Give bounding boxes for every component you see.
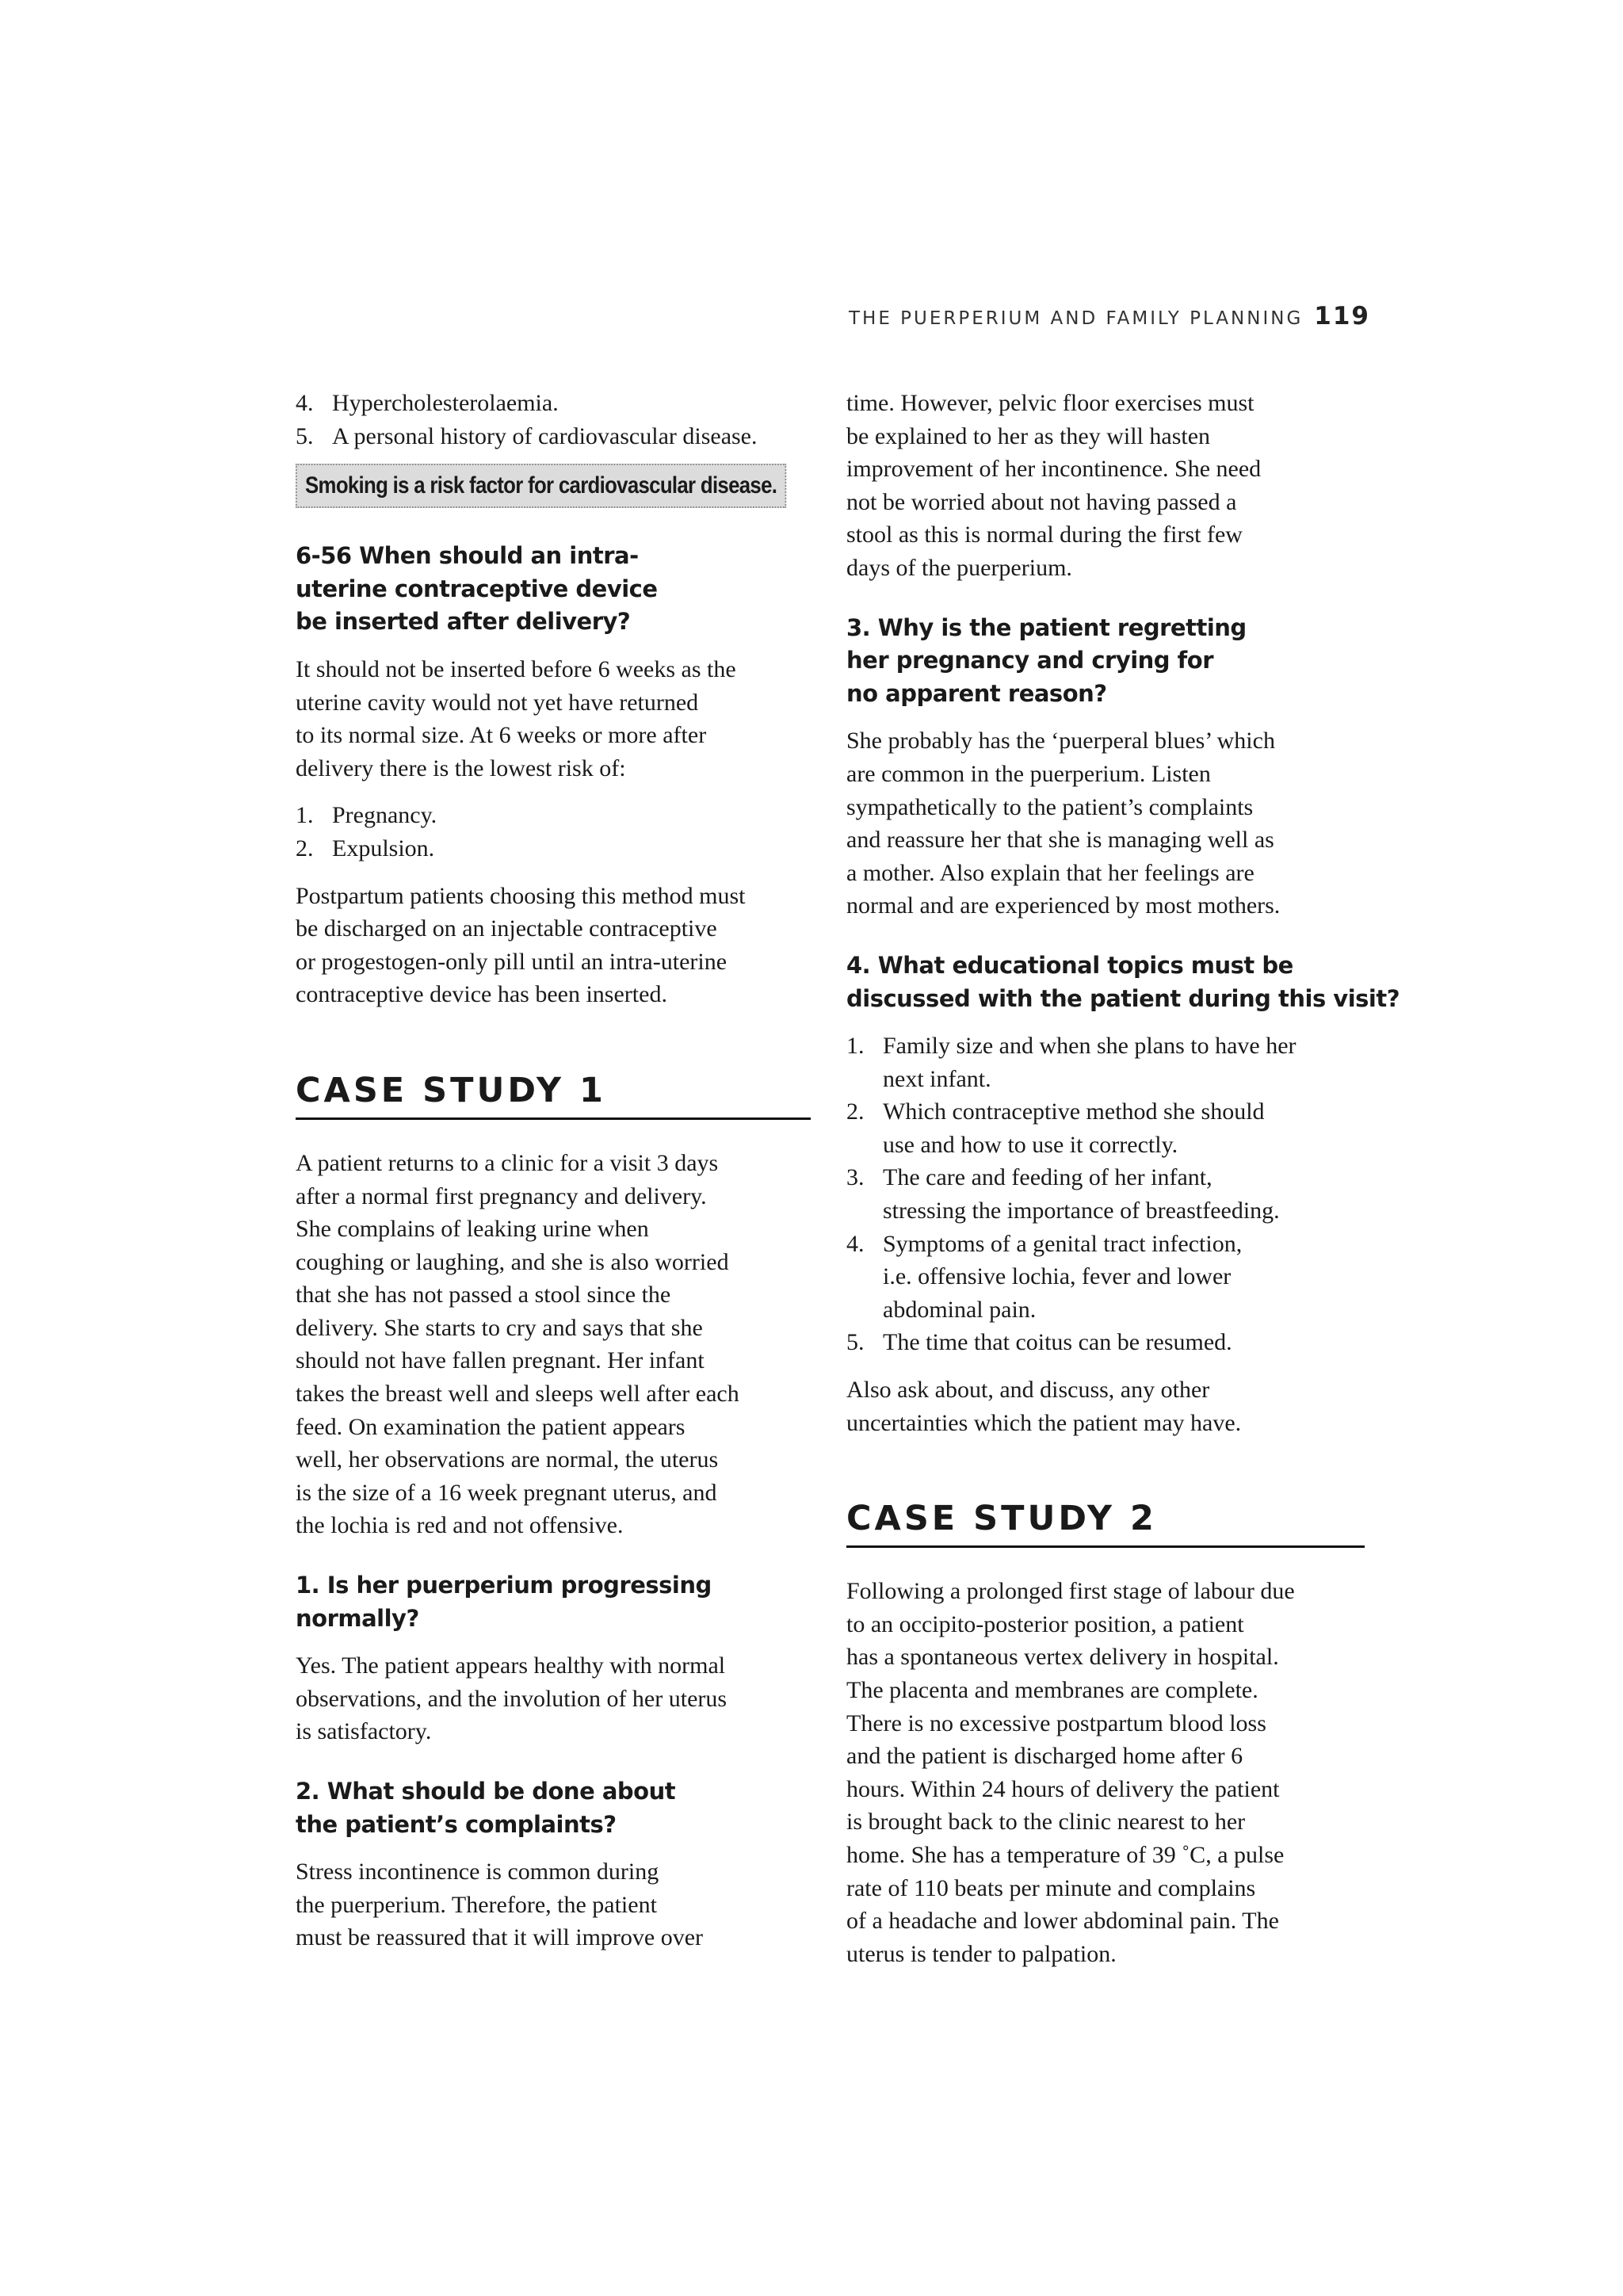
case-1-question-2-answer-continued: time. However, pelvic floor exercises must be explained to her as they will hasten improvement of her incontinence. She need not be worried about not having passed a stool as this is normal during the first few days of the puerperium. [846, 390, 1262, 581]
list-item: 4. Symptoms of a genital tract infection, i.e. offensive lochia, fever and lower abdominal pain. [846, 1230, 1243, 1323]
list-item: 1. Family size and when she plans to have her next infant. [846, 1033, 1296, 1092]
question-6-56-answer: It should not be inserted before 6 weeks as the uterine cavity would not yet have returned to its normal size. At 6 weeks or more after delivery there is the lowest risk of: [296, 655, 736, 781]
case-1-question-2-heading: 2. What should be done about the patient’s complaints? [296, 1778, 676, 1838]
list-item: 4. Hypercholesterolaemia. [296, 390, 559, 416]
case-1-question-3-answer: She probably has the ‘puerperal blues’ which are common in the puerperium. Listen sympathetically to the patient’s complaints and reassure her that she is managing well as a mother. Also explain that her feelings are normal and are experienced by most mothers. [846, 728, 1281, 919]
running-title: THE PUERPERIUM AND FAMILY PLANNING [848, 308, 1304, 329]
case-1-question-2-answer: Stress incontinence is common during the puerperium. Therefore, the patient must be reassured that it will improve over [296, 1859, 704, 1951]
right-column [846, 387, 1400, 1970]
case-study-2-title: CASE STUDY 2 [846, 1496, 1365, 1548]
list-item: 5. The time that coitus can be resumed. [846, 1329, 1232, 1356]
list-item: 1. Pregnancy. [296, 802, 437, 829]
left-column [296, 387, 811, 1954]
page-number: 119 [1314, 302, 1370, 330]
list-item: 2. Expulsion. [296, 835, 435, 861]
case-1-question-4-followup: Also ask about, and discuss, any other uncertainties which the patient may have. [846, 1377, 1242, 1436]
case-1-question-1-heading: 1. Is her puerperium progressing normally? [296, 1572, 712, 1632]
list-item: 5. A personal history of cardiovascular disease. [296, 422, 758, 449]
risk-factor-list [296, 387, 811, 453]
educational-topics-list [846, 1030, 1365, 1359]
case-1-question-1-answer: Yes. The patient appears healthy with normal observations, and the involution of her uterus is satisfactory. [296, 1652, 727, 1745]
iucd-risk-list [296, 799, 811, 865]
case-study-1-title: CASE STUDY 1 [296, 1068, 811, 1120]
case-1-question-4-heading: 4. What educational topics must be discussed with the patient during this visit? [846, 951, 1400, 1012]
postpartum-followup-paragraph: Postpartum patients choosing this method must be discharged on an injectable contraceptive or progestogen-only pill until an intra-uterine contraceptive device has been inserted. [296, 882, 746, 1008]
case-study-1-intro: A patient returns to a clinic for a visit 3 days after a normal first pregnancy and delivery. She complains of leaking urine when coughing or laughing, and she is also worried that she has not passed a stool since the delivery. She starts to cry and says that she should not have fallen pregnant. Her infant takes the breast well and sleeps well after each feed. On examination the patient appears well, her observations are normal, the uterus is the size of a 16 week pregnant uterus, and the lochia is red and not offensive. [296, 1149, 739, 1539]
running-header [849, 302, 1370, 330]
list-item: 2. Which contraceptive method she should use and how to use it correctly. [846, 1098, 1265, 1158]
list-item: 3. The care and feeding of her infant, stressing the importance of breastfeeding. [846, 1164, 1280, 1224]
question-6-56-heading: 6-56 When should an intra- uterine contraceptive device be inserted after delivery? [296, 542, 658, 636]
case-study-2-intro: Following a prolonged first stage of labour due to an occipito-posterior position, a patient has a spontaneous vertex delivery in hospital. The placenta and membranes are complete. There is no excessive postpartum blood loss and the patient is discharged home after 6 hours. Within 24 hours of delivery the patient is brought back to the clinic nearest to her home. She has a temperature of 39 ˚C, a pulse rate of 110 beats per minute and complains of a headache and lower abdominal pain. The uterus is tender to palpation. [846, 1578, 1295, 1967]
smoking-callout-box: Smoking is a risk factor for cardiovascular disease. [296, 464, 786, 508]
case-1-question-3-heading: 3. Why is the patient regretting her pregnancy and crying for no apparent reason? [846, 613, 1247, 707]
